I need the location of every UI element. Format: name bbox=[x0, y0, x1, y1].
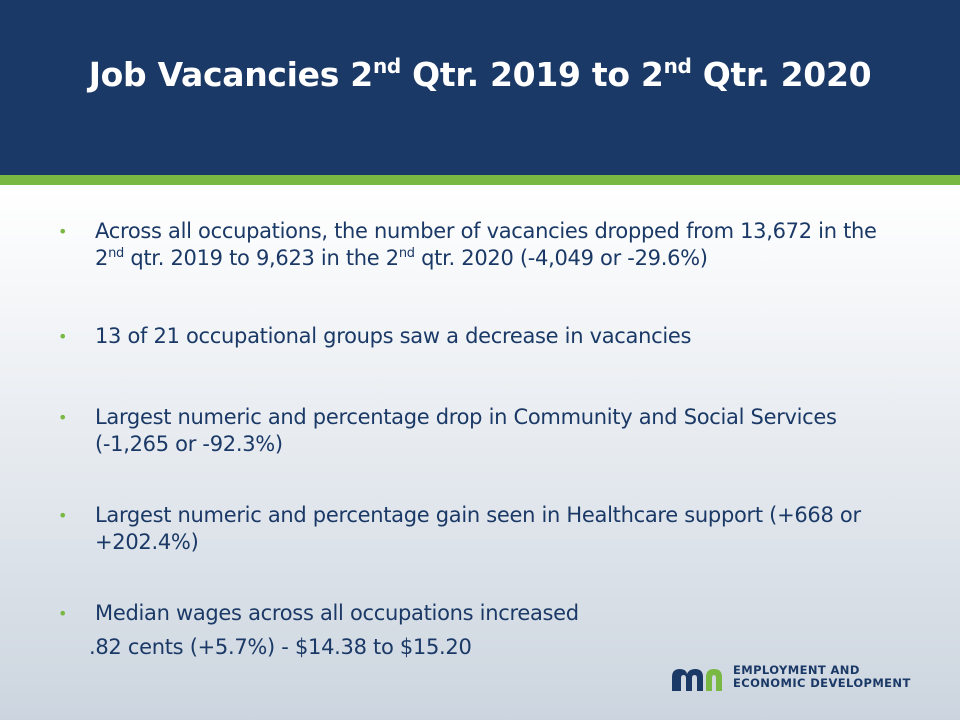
bullet-5-line-2: .82 cents (+5.7%) - $14.38 to $15.20 bbox=[89, 635, 472, 659]
mn-logo-icon bbox=[670, 663, 726, 693]
bullet-dot-icon: • bbox=[58, 327, 68, 346]
title-superscript-1: nd bbox=[372, 54, 401, 78]
bullet-1-superscript-2: nd bbox=[398, 246, 415, 261]
bullet-median-wages bbox=[58, 600, 888, 661]
bullet-1-text-2: qtr. 2019 to 9,623 in the 2 bbox=[123, 246, 399, 270]
bullet-1-superscript-1: nd bbox=[108, 246, 124, 261]
title-part-2: Qtr. 2019 to 2 bbox=[400, 55, 664, 94]
title-part-3: Qtr. 2020 bbox=[691, 55, 872, 94]
logo-text bbox=[733, 664, 911, 690]
bullet-1-text-3: qtr. 2020 (-4,049 or -29.6%) bbox=[414, 246, 708, 270]
bullet-vacancies-drop bbox=[58, 218, 888, 272]
logo-line-2: ECONOMIC DEVELOPMENT bbox=[733, 676, 911, 690]
bullet-largest-drop bbox=[58, 404, 888, 458]
bullet-1-text-1: Across all occupations, the number of vacancies dropped from 13,672 in the 2 bbox=[95, 219, 877, 270]
logo-line-1: EMPLOYMENT AND bbox=[733, 663, 860, 677]
title-superscript-2: nd bbox=[663, 54, 692, 78]
bullet-largest-gain bbox=[58, 502, 888, 556]
deed-logo bbox=[670, 661, 940, 695]
bullet-list bbox=[58, 218, 888, 661]
bullet-3-text: Largest numeric and percentage drop in Community and Social Services (-1,265 or -92.3%) bbox=[95, 405, 837, 456]
bullet-dot-icon: • bbox=[58, 222, 68, 241]
bullet-dot-icon: • bbox=[58, 408, 68, 427]
bullet-2-text: 13 of 21 occupational groups saw a decrease in vacancies bbox=[95, 324, 692, 348]
bullet-4-text: Largest numeric and percentage gain seen in Healthcare support (+668 or +202.4%) bbox=[95, 503, 861, 554]
title-part-1: Job Vacancies 2 bbox=[88, 55, 373, 94]
slide-title bbox=[0, 50, 960, 100]
bullet-5-line-1: Median wages across all occupations increased bbox=[95, 601, 579, 625]
green-stripe bbox=[0, 175, 960, 185]
bullet-dot-icon: • bbox=[58, 506, 68, 525]
bullet-groups-decrease bbox=[58, 323, 888, 350]
bullet-dot-icon: • bbox=[58, 604, 68, 623]
